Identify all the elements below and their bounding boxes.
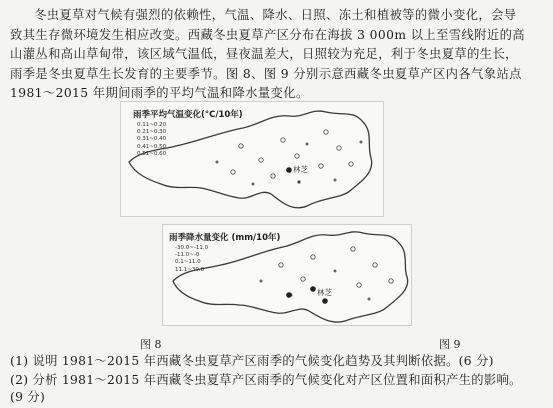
intro-line-4: 雨季是冬虫夏草生长发育的主要季节。图 8、图 9 分别示意西藏冬虫夏草产区内各气象站点 <box>10 66 522 81</box>
question-2: (2) 分析 1981～2015 年西藏冬虫夏草产区雨季的气候变化对产区位置和面积产生的影响。 <box>10 373 522 387</box>
legend-item: 11.1~30.0 <box>175 266 205 273</box>
legend-item: 0.31~0.40 <box>137 136 167 143</box>
figure-8-title: 雨季平均气温变化(°C/10年) <box>133 110 243 120</box>
figure-8-temperature-map <box>120 101 384 217</box>
legend-item: 0.21~0.30 <box>137 129 167 136</box>
intro-paragraph <box>10 6 545 104</box>
intro-line-1: 冬虫夏草对气候有强烈的依赖性，气温、降水、日照、冻土和植被等的微小变化，会导 <box>34 8 517 22</box>
figure-9-precipitation-map <box>162 224 412 326</box>
legend-item: 0.11~0.20 <box>137 122 167 128</box>
intro-line-2: 致其生存微环境发生相应改变。西藏冬虫夏草产区分布在海拔 3 000m 以上至雪线附近的高 <box>10 27 525 42</box>
question-1: (1) 说明 1981～2015 年西藏冬虫夏草产区雨季的气候变化趋势及其判断依据。(6 分) <box>10 354 494 368</box>
legend-item: 0.41~0.50 <box>137 143 167 150</box>
figure-8-caption: 图 8 <box>140 338 162 351</box>
legend-item: -11.0~-0 <box>175 252 200 259</box>
figure-9-caption: 图 9 <box>439 338 461 351</box>
city-label-linzhi: 林芝 <box>317 288 332 297</box>
question-2-score: (9 分) <box>10 390 46 404</box>
figure-8-legend <box>137 122 166 158</box>
intro-line-3: 山灌丛和高山草甸带，该区域气温低，昼夜温差大，日照较为充足，利于冬虫夏草的生长， <box>10 47 518 62</box>
intro-line-5: 1981～2015 年期间雨季的平均气温和降水量变化。 <box>10 86 309 101</box>
legend-item: 0.1~11.0 <box>175 259 201 266</box>
figure-9-title: 雨季降水量变化 (mm/10年) <box>169 233 281 243</box>
legend-item: 0.51~0.60 <box>137 150 167 157</box>
figure-9-legend <box>175 245 208 274</box>
legend-item: -30.0~-11.0 <box>175 245 209 251</box>
city-label-linzhi: 林芝 <box>293 165 308 174</box>
